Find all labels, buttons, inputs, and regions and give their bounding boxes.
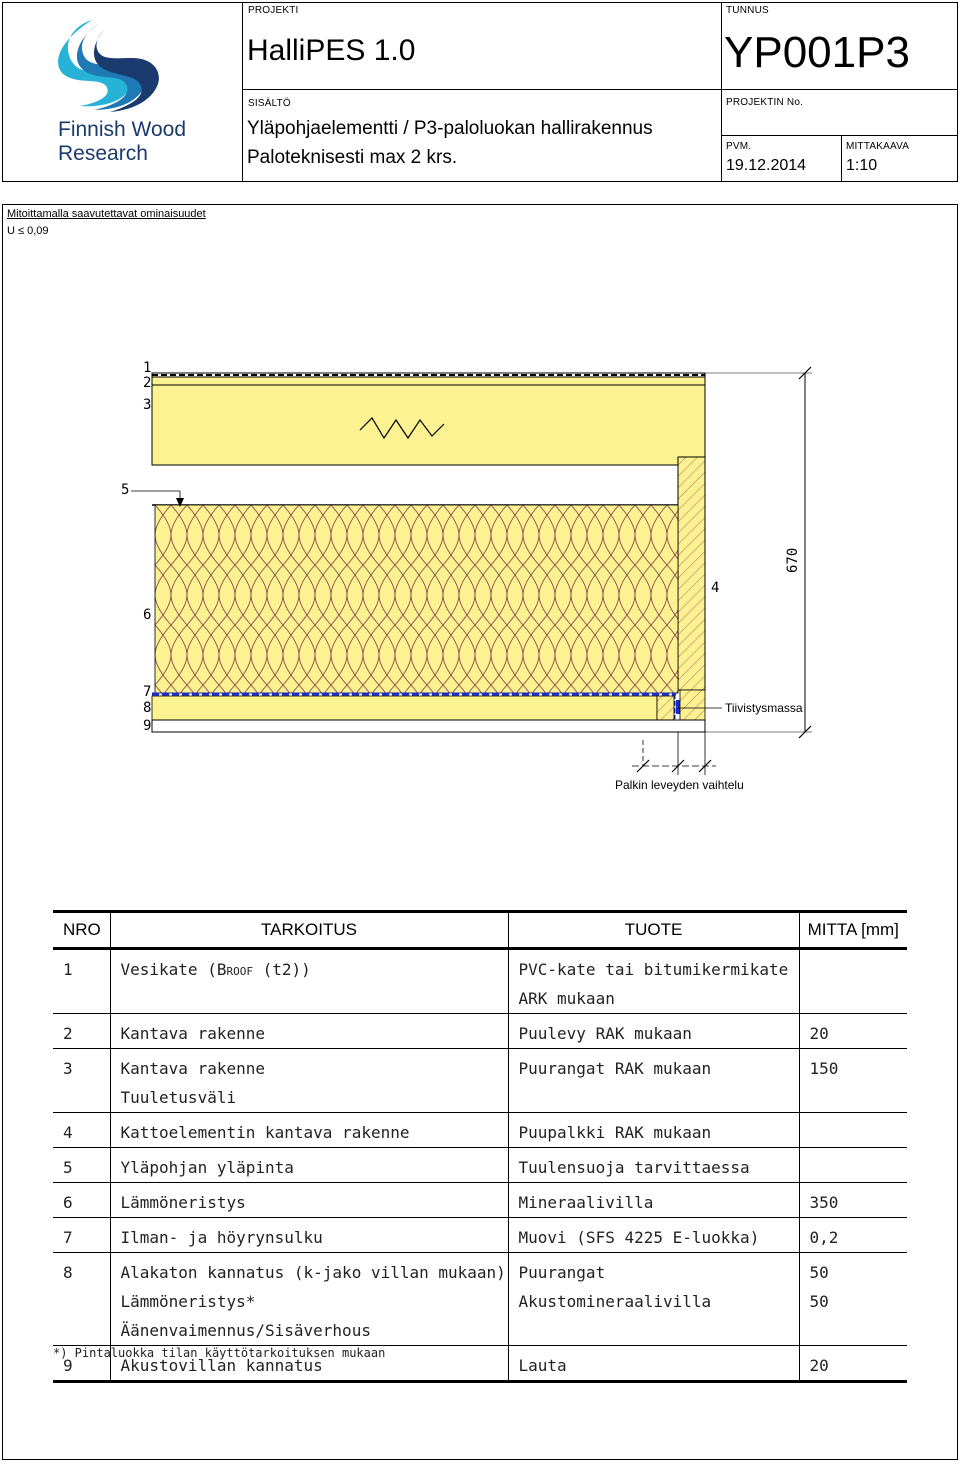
pvm-value: 19.12.2014 bbox=[726, 157, 807, 174]
tiivistysmassa-label: Tiivistysmassa bbox=[725, 701, 803, 715]
layer-label-7: 7 bbox=[143, 684, 152, 700]
sisalto-label: SISÄLTÖ bbox=[248, 98, 291, 109]
specification-table bbox=[53, 910, 907, 1383]
u-value: U ≤ 0,09 bbox=[7, 225, 49, 237]
table-row: 9 Akustovillan kannatus Lauta 20 bbox=[53, 1346, 907, 1382]
ceiling-battens bbox=[152, 696, 657, 720]
pvm-label: PVM. bbox=[726, 141, 752, 152]
batten-layer bbox=[152, 385, 705, 465]
table-row: 3 Kantava rakenne Tuuletusväli Puurangat RAK mukaan 150 bbox=[53, 1049, 907, 1113]
table-footnote: *) Pintaluokka tilan käyttötarkoituksen mukaan bbox=[53, 1346, 386, 1360]
sisalto-line1: Yläpohjaelementti / P3-paloluokan hallirakennus bbox=[247, 118, 653, 139]
projekti-label: PROJEKTI bbox=[248, 5, 299, 16]
finnish-wood-research-logo bbox=[40, 14, 190, 118]
table-row: 8 Alakaton kannatus (k-jako villan mukaan) Lämmöneristys* Äänenvaimennus/Sisäverhous Puurangat Akustomineraalivilla 50 50 bbox=[53, 1253, 907, 1346]
tunnus-label: TUNNUS bbox=[726, 5, 769, 16]
header-nro: NRO bbox=[53, 912, 110, 949]
header-mitta: MITTA [mm] bbox=[799, 912, 907, 949]
layer-label-1: 1 bbox=[143, 360, 152, 376]
mittakaava-value: 1:10 bbox=[846, 157, 878, 174]
layer-label-6: 6 bbox=[143, 607, 152, 623]
table-row: 6 Lämmöneristys Mineraalivilla 350 bbox=[53, 1183, 907, 1218]
table-row: 7 Ilman- ja höyrynsulku Muovi (SFS 4225 E-luokka) 0,2 bbox=[53, 1218, 907, 1253]
header-tuote: TUOTE bbox=[508, 912, 799, 949]
palkin-leveyden-vaihtelu-label: Palkin leveyden vaihtelu bbox=[615, 778, 744, 792]
layer-label-8: 8 bbox=[143, 700, 152, 716]
projektin-no-label: PROJEKTIN No. bbox=[726, 97, 804, 108]
layer-label-4: 4 bbox=[711, 580, 720, 596]
layer-label-2: 2 bbox=[143, 375, 152, 391]
table-header-row bbox=[53, 912, 907, 949]
insulation bbox=[155, 505, 678, 693]
projekti-value: HalliPES 1.0 bbox=[247, 34, 416, 67]
org-name-line2: Research bbox=[58, 142, 148, 165]
tunnus-value: YP001P3 bbox=[724, 28, 910, 77]
table-row: 2 Kantava rakenne Puulevy RAK mukaan 20 bbox=[53, 1014, 907, 1049]
properties-heading: Mitoittamalla saavutettavat ominaisuudet bbox=[7, 208, 206, 220]
roofing-layer bbox=[152, 373, 705, 385]
sisalto-line2: Paloteknisesti max 2 krs. bbox=[247, 147, 458, 168]
support-board bbox=[152, 720, 705, 732]
layer-label-5: 5 bbox=[121, 482, 130, 498]
table-row: 1 Vesikate (BROOF (t2)) PVC-kate tai bitumikermikate ARK mukaan bbox=[53, 949, 907, 1014]
layer-label-9: 9 bbox=[143, 718, 152, 734]
table-row: 4 Kattoelementin kantava rakenne Puupalkki RAK mukaan bbox=[53, 1113, 907, 1148]
table-row: 5 Yläpohjan yläpinta Tuulensuoja tarvittaessa bbox=[53, 1148, 907, 1183]
beam-section bbox=[678, 457, 705, 690]
layer-label-3: 3 bbox=[143, 397, 152, 413]
mittakaava-label: MITTAKAAVA bbox=[846, 141, 910, 152]
org-name-line1: Finnish Wood bbox=[58, 118, 187, 141]
header-tarkoitus: TARKOITUS bbox=[110, 912, 508, 949]
